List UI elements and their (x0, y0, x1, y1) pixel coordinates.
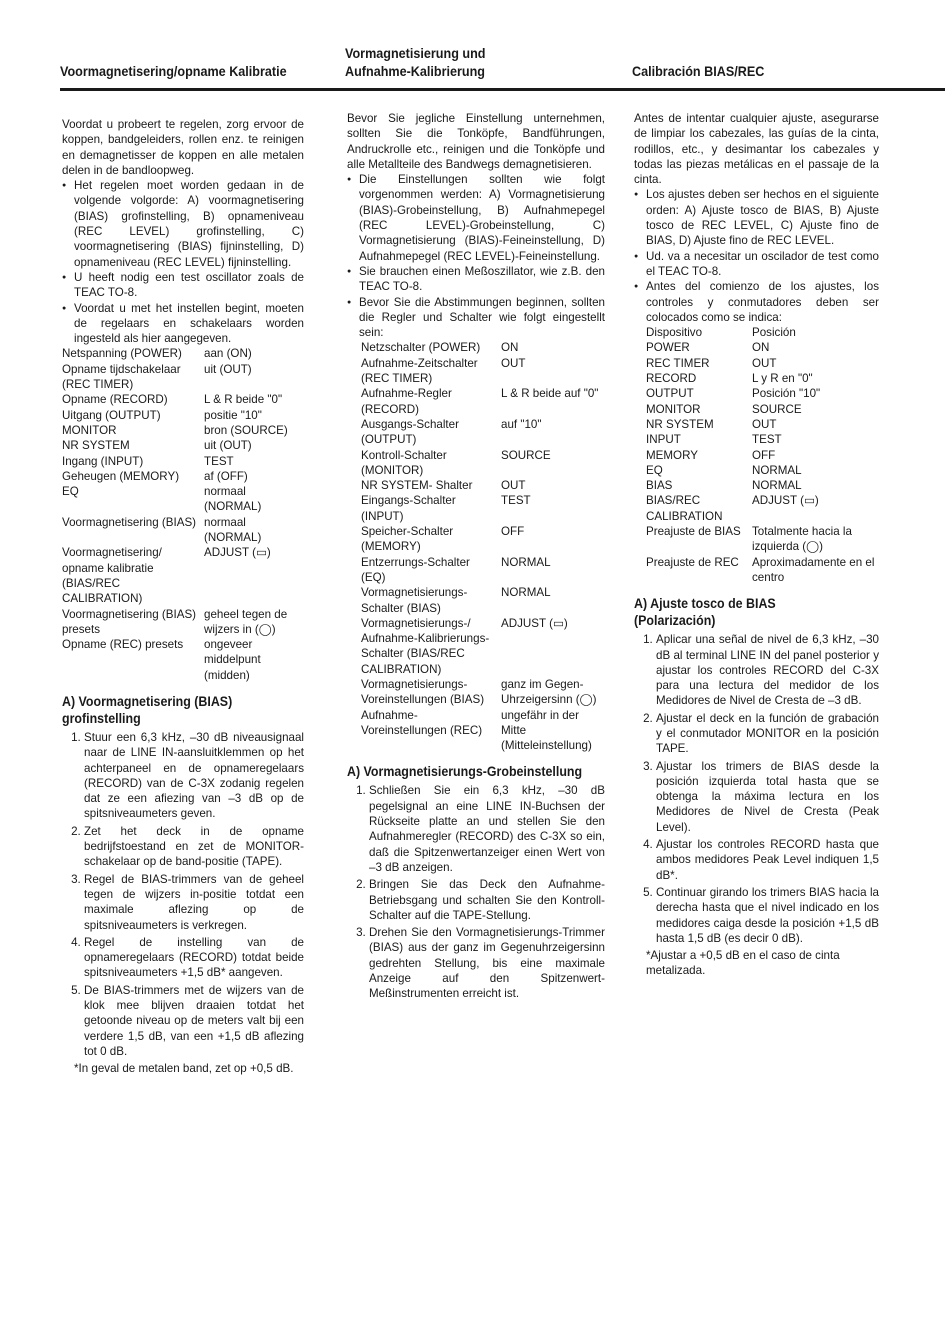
setting-value: uit (OUT) (204, 362, 252, 376)
setting-control: BIAS/REC CALIBRATION (646, 494, 723, 523)
table-row (646, 402, 882, 417)
header-dutch: Voormagnetisering/opname Kalibratie (60, 63, 287, 79)
table-head-position: Posición (752, 326, 796, 340)
bullet-item: ● Los ajustes deben ser hechos en el siguiente orden: A) Ajuste tosco de BIAS, B) Ajuste tosco de REC LEVEL, C) Ajuste fino de BIAS, D) Ajuste fino de REC LEVEL. (634, 187, 879, 248)
table-row (646, 524, 882, 555)
setting-control: Preajuste de BIAS (646, 525, 741, 539)
table-row (62, 438, 304, 453)
step-item: 5. De BIAS-trimmers met de wijzers van de klok mee blijven draaien totdat het getoonde niveau op de meters valt bij een verdere 1,5 dB, van een +1,5 dB aflezing tot 0 dB. (84, 983, 304, 1059)
setting-control: Uitgang (OUTPUT) (62, 408, 161, 422)
header-german-line1: Vormagnetisierung und (345, 45, 486, 61)
step-item: 1. Schließen Sie ein 6,3 kHz, –30 dB pegelsignal an eine LINE IN-Buchsen der Rückseite platte an und stellen Sie den Aufnahmeregler (RECORD) des C-3X so ein, daß die Spitzenwertanzeiger einen Wert von –3 dB anzeigen. (369, 783, 605, 875)
setting-control: Opname (REC) presets (62, 638, 184, 652)
bullet-item: ● Het regelen moet worden gedaan in de volgende volgorde: A) voormagnetisering (BIAS) grofinstelling, B) opnameniveau (REC LEVEL) grofinstelling, C) voormagnetisering (BIAS) fijninstelling, D) opnameniveau (REC LEVEL) fijninstelling. (62, 178, 304, 270)
setting-control: INPUT (646, 433, 681, 447)
setting-value: SOURCE (752, 402, 802, 416)
steps-list (347, 783, 605, 1001)
section-title: A) Voormagnetisering (BIAS) grofinstelling (62, 693, 233, 726)
setting-value: NORMAL (501, 586, 551, 600)
setting-value: geheel tegen de wijzers in (◯) (204, 607, 288, 636)
setting-value: uit (OUT) (204, 439, 252, 453)
setting-control: EQ (62, 485, 79, 499)
setting-value: af (OFF) (204, 469, 248, 483)
column-german (347, 111, 605, 1004)
footnote: *In geval de metalen band, zet op +0,5 dB. (74, 1062, 294, 1076)
setting-value: OFF (752, 448, 776, 462)
setting-control: Aufnahme-Zeitschalter (REC TIMER) (361, 356, 478, 386)
table-row (646, 432, 882, 447)
settings-table (62, 346, 304, 683)
setting-value: TEST (752, 433, 782, 447)
setting-value: Aproximadamente en el centro (752, 555, 875, 584)
table-head-device: Dispositivo (646, 326, 703, 340)
table-row (646, 478, 882, 493)
section-title: A) Vormagnetisierungs-Grobeinstellung (347, 764, 583, 780)
table-row (62, 454, 304, 469)
setting-control: Entzerrungs-Schalter (EQ) (361, 555, 470, 584)
setting-value: ungefähr in der Mitte (Mitteleinstellung) (501, 708, 592, 753)
table-row (62, 515, 304, 546)
table-row (62, 469, 304, 484)
setting-value: bron (SOURCE) (204, 423, 288, 437)
table-row (361, 677, 601, 708)
setting-value: OUT (752, 356, 777, 370)
setting-value: ADJUST (▭) (204, 546, 271, 560)
bullet-item: ● Sie brauchen einen Meßoszillator, wie z.B. den TEAC TO-8. (347, 264, 605, 295)
setting-value: L & R beide auf "0" (501, 387, 599, 401)
setting-value: NORMAL (501, 555, 551, 569)
table-row (62, 408, 304, 423)
setting-control: Aufnahme-Regler (RECORD) (361, 387, 452, 416)
table-row (62, 423, 304, 438)
bullet-item: ● Ud. va a necesitar un oscilador de test como el TEAC TO-8. (634, 249, 879, 280)
setting-control: Netzschalter (POWER) (361, 341, 481, 355)
table-row (62, 545, 304, 606)
table-row (646, 448, 882, 463)
setting-value: Totalmente hacia la izquierda (◯) (752, 525, 852, 554)
setting-value: OUT (752, 417, 777, 431)
bullet-item: ● Voordat u met het instellen begint, moeten de regelaars en schakelaars worden ingesteld als hier aangegeven. (62, 301, 304, 347)
table-row (361, 356, 601, 387)
setting-control: REC TIMER (646, 356, 710, 370)
setting-value: ganz im Gegen-Uhrzeigersinn (◯) (501, 677, 597, 707)
bullet-item: ● U heeft nodig een test oscillator zoals de TEAC TO-8. (62, 270, 304, 301)
setting-control: MEMORY (646, 448, 698, 462)
setting-control: MONITOR (62, 423, 117, 437)
footnote: *Ajustar a +0,5 dB en el caso de cinta metalizada. (646, 949, 840, 978)
column-dutch (62, 117, 304, 1077)
step-item: 4. Ajustar los controles RECORD hasta que ambos medidores Peak Level indiquen 1,5 dB*. (656, 837, 879, 883)
table-row (361, 417, 601, 448)
table-row (361, 478, 601, 493)
setting-control: EQ (646, 463, 663, 477)
setting-value: ongeveer middelpunt (midden) (204, 638, 261, 682)
table-row (62, 637, 304, 683)
setting-control: NR SYSTEM (646, 417, 714, 431)
setting-control: Vormagnetisierungs-Voreinstellungen (BIAS) (361, 677, 485, 707)
table-row (361, 616, 601, 677)
bullet-item: ● Bevor Sie die Abstimmungen beginnen, sollten die Regler und Schalter wie folgt eingestellt sein: (347, 295, 605, 341)
table-row (361, 708, 601, 754)
header-german-line2: Aufnahme-Kalibrierung (345, 63, 486, 79)
setting-control: Eingangs-Schalter (INPUT) (361, 494, 456, 523)
setting-control: Speicher-Schalter (MEMORY) (361, 525, 454, 554)
setting-control: MONITOR (646, 402, 701, 416)
setting-value: L y R en "0" (752, 372, 813, 386)
step-item: 5. Continuar girando los trimers BIAS hacia la derecha hasta que el nivel indicado en los medidores caiga desde la posición +1,5 dB hasta 1,5 dB (es decir 0 dB). (656, 885, 879, 946)
table-row (62, 607, 304, 638)
setting-control: Geheugen (MEMORY) (62, 469, 180, 483)
setting-value: Posición "10" (752, 387, 821, 401)
table-row (62, 392, 304, 407)
bullet-item: ● Antes del comienzo de los ajustes, los controles y conmutadores deben ser colocados como se indica: (634, 279, 879, 325)
setting-control: Opname (RECORD) (62, 393, 168, 407)
column-spanish (634, 111, 879, 979)
table-row (361, 524, 601, 555)
step-item: 4. Regel de instelling van de opnameregelaars (RECORD) totdat beide spitsniveaumeters +1,5 dB* aangeven. (84, 935, 304, 981)
setting-value: OFF (501, 525, 525, 539)
setting-value: OUT (501, 479, 526, 493)
step-item: 3. Ajustar los trimers de BIAS desde la posición izquierda total hasta que se obtenga la máxima lectura en los Medidores de Nivel de Cresta (Peak Level). (656, 759, 879, 835)
step-item: 1. Aplicar una señal de nivel de 6,3 kHz, –30 dB al terminal LINE IN del panel posterior y ajustar los controles RECORD del C-3X para una lectura del medidor de los Medidores de Nivel de Cresta de –3 dB. (656, 632, 879, 708)
setting-value: aan (ON) (204, 347, 252, 361)
table-row (361, 493, 601, 524)
table-row (361, 555, 601, 586)
table-row (62, 346, 304, 361)
setting-value: ADJUST (▭) (752, 494, 819, 508)
table-row (646, 356, 882, 371)
table-row (361, 340, 601, 355)
table-row (646, 463, 882, 478)
setting-value: ON (752, 341, 770, 355)
section-title: A) Ajuste tosco de BIAS (Polarización) (634, 596, 776, 629)
table-row (361, 585, 601, 616)
setting-control: Kontroll-Schalter (MONITOR) (361, 448, 447, 477)
table-row (646, 386, 882, 401)
table-row (646, 417, 882, 432)
table-row (646, 493, 882, 524)
table-header-row (646, 325, 882, 340)
setting-control: Voormagnetisering (BIAS) (62, 515, 197, 529)
setting-value: normaal (NORMAL) (204, 485, 262, 514)
table-row (361, 386, 601, 417)
setting-value: normaal (NORMAL) (204, 515, 262, 545)
step-item: 1. Stuur een 6,3 kHz, –30 dB niveausignaal naar de LINE IN-aansluitklemmen op het achterpaneel en de opnameregelaars (RECORD) van de C-3X zodanig regelen dat ze een afiezing van –3 dB op de spitsniveaumeters geven. (84, 730, 304, 822)
setting-control: Ausgangs-Schalter (OUTPUT) (361, 417, 459, 447)
step-item: 2. Bringen Sie das Deck den Aufnahme-Betriebsgang und schalten Sie den Kontroll-Schalter auf die TAPE-Stellung. (369, 877, 605, 923)
steps-list (634, 632, 879, 946)
setting-value: NORMAL (752, 479, 802, 493)
step-item: 2. Zet het deck in de opname bedrijfstoestand en zet de MONITOR-schakelaar op de band-positie (TAPE). (84, 824, 304, 870)
setting-control: Voormagnetisering (BIAS) presets (62, 607, 197, 636)
setting-value: L & R beide "0" (204, 393, 283, 407)
setting-control: POWER (646, 341, 690, 355)
table-row (646, 340, 882, 355)
setting-value: ON (501, 341, 519, 355)
setting-control: Preajuste de REC (646, 555, 739, 569)
setting-control: NR SYSTEM (62, 439, 130, 453)
settings-table (646, 325, 882, 585)
header-rule (60, 88, 945, 91)
setting-value: NORMAL (752, 463, 802, 477)
table-row (646, 555, 882, 586)
setting-control: RECORD (646, 372, 697, 386)
setting-value: ADJUST (▭) (501, 616, 568, 630)
setting-value: SOURCE (501, 448, 551, 462)
setting-control: NR SYSTEM- Shalter (361, 479, 473, 493)
setting-control: OUTPUT (646, 387, 694, 401)
settings-table (361, 340, 601, 753)
setting-control: BIAS (646, 479, 673, 493)
step-item: 3. Regel de BIAS-trimmers van de geheel tegen de wijzers in-positie totdat een maximale aflezing op de spitsniveaumeters is verkregen. (84, 872, 304, 933)
setting-control: Aufnahme-Voreinstellungen (REC) (361, 708, 483, 737)
step-item: 3. Drehen Sie den Vormagnetisierungs-Trimmer (BIAS) aus der ganz im Gegenuhrzeigersinn gedrehten Stellung, bis eine maximale Anzeige auf den Spitzenwert-Meßinstrumenten erreicht ist. (369, 925, 605, 1001)
setting-control: Vormagnetisierungs-Schalter (BIAS) (361, 586, 468, 615)
header-spanish: Calibración BIAS/REC (632, 63, 765, 79)
steps-list (62, 730, 304, 1059)
setting-value: auf "10" (501, 417, 542, 431)
intro-text: Antes de intentar cualquier ajuste, asegurarse de limpiar los cabezales, las guías de la cinta, rodillos, etc., y desimantar los cabezales y todas las piezas metálicas en el passaje de la cinta. (634, 112, 879, 187)
setting-control: Ingang (INPUT) (62, 454, 144, 468)
step-item: 2. Ajustar el deck en la función de grabación y el conmutador MONITOR en la posición TAPE. (656, 711, 879, 757)
table-row (62, 362, 304, 393)
setting-value: TEST (204, 454, 234, 468)
intro-text: Voordat u probeert te regelen, zorg ervoor de koppen, bandgeleiders, rollen enz. te reinigen en demagnetisser de koppen en alle metalen delen in de bandloopweg. (62, 118, 304, 177)
setting-value: positie "10" (204, 408, 262, 422)
bullet-item: ● Die Einstellungen sollten wie folgt vorgenommen werden: A) Vormagnetisierung (BIAS)-Grobeinstellung, B) Aufnahmepegel (REC LEVEL)-Grobeinstellung, C) Vormagnetisierung (BIAS)-Feineinstellung, D) Aufnahmepegel (REC LEVEL)-Feineinstellung. (347, 172, 605, 264)
setting-control: Opname tijdschakelaar (REC TIMER) (62, 362, 181, 392)
table-row (62, 484, 304, 515)
setting-control: Netspanning (POWER) (62, 347, 182, 361)
table-row (361, 448, 601, 479)
intro-text: Bevor Sie jegliche Einstellung unternehmen, sollten Sie die Tonköpfe, Bandführungen, Andruckrolle etc., reinigen und die Tonköpfe und alle Metallteile des Bandwegs demagnetisieren. (347, 112, 605, 171)
setting-value: OUT (501, 356, 526, 370)
setting-control: Vormagnetisierungs-/ Aufnahme-Kalibrierungs-Schalter (BIAS/REC CALIBRATION) (361, 616, 490, 676)
table-row (646, 371, 882, 386)
setting-control: Voormagnetisering/ opname kalibratie (BIAS/REC CALIBRATION) (62, 546, 162, 606)
setting-value: TEST (501, 494, 531, 508)
